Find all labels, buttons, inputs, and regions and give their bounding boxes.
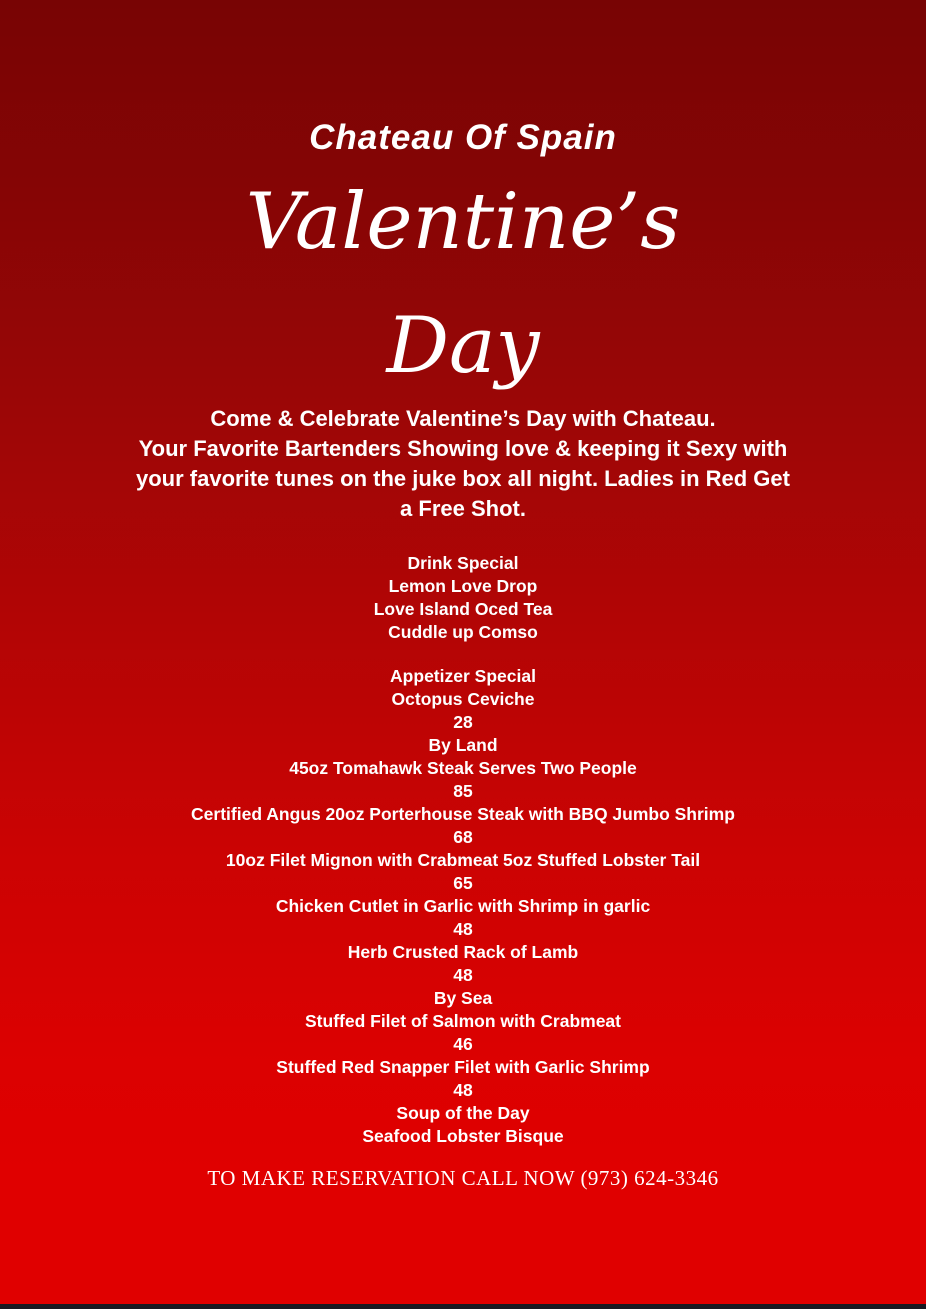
menu-line: Soup of the Day	[396, 1103, 530, 1123]
menu-line: 45oz Tomahawk Steak Serves Two People	[289, 758, 637, 778]
menu-line: Love Island Oced Tea	[373, 599, 553, 619]
menu-line: Herb Crusted Rack of Lamb	[347, 942, 579, 962]
menu-line: 48	[453, 1080, 473, 1100]
menu-line: By Land	[428, 735, 498, 755]
event-title-line2: Day	[386, 301, 540, 391]
menu-line: 48	[453, 919, 473, 939]
intro-paragraph	[0, 404, 926, 524]
bottom-edge-bar	[0, 1304, 926, 1309]
event-title-line1: Valentine’s	[245, 177, 681, 267]
menu-line: Cuddle up Comso	[388, 622, 538, 642]
menu-line: 28	[453, 712, 473, 732]
intro-line: your favorite tunes on the juke box all night. Ladies in Red Get	[136, 466, 790, 491]
intro-line: a Free Shot.	[400, 496, 526, 521]
menu-line: Drink Special	[407, 553, 519, 573]
menu-line: Stuffed Filet of Salmon with Crabmeat	[305, 1011, 621, 1031]
drink-special-section	[0, 552, 926, 644]
menu-line: 85	[453, 781, 473, 801]
reservation-call-line: TO MAKE RESERVATION CALL NOW (973) 624-3346	[207, 1166, 719, 1190]
menu-line: 10oz Filet Mignon with Crabmeat 5oz Stuffed Lobster Tail	[225, 850, 701, 870]
menu-line: 48	[453, 965, 473, 985]
menu-line: Certified Angus 20oz Porterhouse Steak with BBQ Jumbo Shrimp	[191, 804, 735, 824]
menu-line: Chicken Cutlet in Garlic with Shrimp in garlic	[275, 896, 651, 916]
restaurant-name: Chateau Of Spain	[309, 118, 617, 157]
menu-line: 46	[453, 1034, 473, 1054]
menu-line: Lemon Love Drop	[388, 576, 538, 596]
menu-line: 65	[453, 873, 473, 893]
menu-line: Appetizer Special	[390, 666, 536, 686]
intro-line: Your Favorite Bartenders Showing love & keeping it Sexy with	[138, 436, 788, 461]
intro-line: Come & Celebrate Valentine’s Day with Chateau.	[210, 406, 716, 431]
menu-line: Seafood Lobster Bisque	[362, 1126, 564, 1146]
menu-line: Stuffed Red Snapper Filet with Garlic Shrimp	[276, 1057, 650, 1077]
menu-line: 68	[453, 827, 473, 847]
menu-line: By Sea	[433, 988, 493, 1008]
menu-line: Octopus Ceviche	[391, 689, 535, 709]
food-menu-section	[0, 665, 926, 1148]
